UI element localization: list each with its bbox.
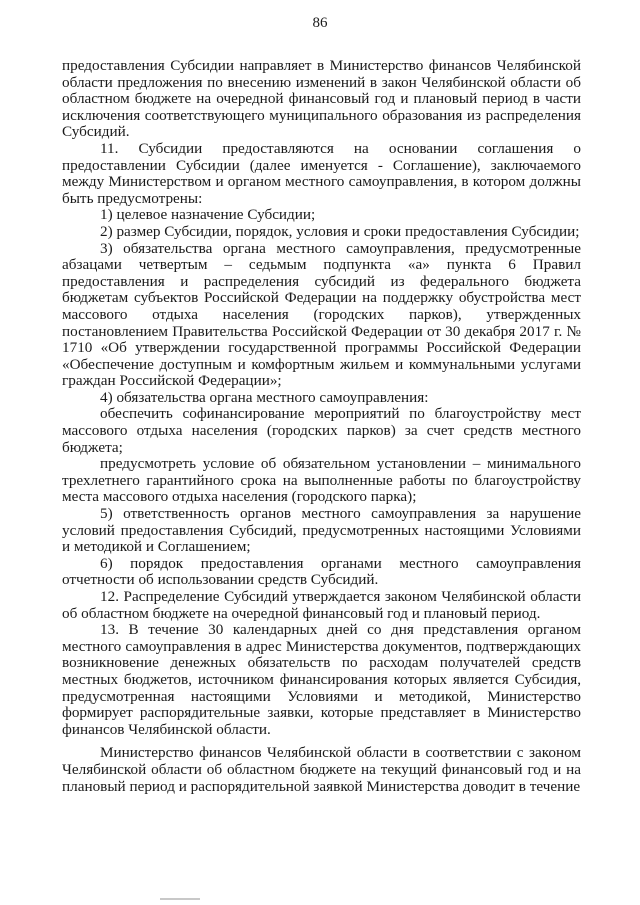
scan-edge-mark [160,898,200,900]
paragraph-subitem-2: 2) размер Субсидии, порядок, условия и сроки предоставления Субсидии; [100,222,580,240]
paragraph-item-11: 11. Субсидии предоставляются на основании соглашения о предоставлении Субсидии (далее именуется - Соглашение), заключаемого между Министерством и органом местного самоуправления, в котором должны быть предусмотрены: [62,139,581,207]
document-body [62,58,581,795]
paragraph-warranty: предусмотреть условие об обязательном установлении – минимального трехлетнего гарантийного срока на выполненные работы по благоустройству места массового отдыха населения (городского парка); [62,455,581,506]
paragraph-item-12: 12. Распределение Субсидий утверждается законом Челябинской области об областном бюджете на очередной финансовый год и плановый период. [62,588,581,622]
paragraph-subitem-6: 6) порядок предоставления органами местного самоуправления отчетности об использовании средств Субсидий. [62,554,581,589]
paragraph-continuation: предоставления Субсидии направляет в Министерство финансов Челябинской области предложения по внесению изменений в закон Челябинской области об областном бюджете на очередной финансовый год и плановый период в части исключения соответствующего муниципального образования из распределения Субсидий. [62,57,581,141]
paragraph-subitem-1: 1) целевое назначение Субсидии; [100,206,316,224]
paragraph-cofinancing: обеспечить софинансирование мероприятий по благоустройству мест массового отдыха населения (городских парков) за счет средств местного бюджета; [62,405,581,456]
paragraph-subitem-4: 4) обязательства органа местного самоуправления: [100,388,429,406]
page-number: 86 [312,15,328,31]
paragraph-subitem-3: 3) обязательства органа местного самоуправления, предусмотренные абзацами четвертым – седьмым подпункта «а» пункта 6 Правил предоставления и распределения субсидий из федерального бюджета бюджетам субъектов Российской Федерации на поддержку обустройства мест массового отдыха населения (городских парков), утвержденных постановлением Правительства Российской Федерации от 30 декабря 2017 г. № 1710 «Об утверждении государственной программы Российской Федерации «Обеспечение доступным и комфортным жильем и коммунальными услугами граждан Российской Федерации»; [62,239,581,390]
paragraph-finance-ministry: Министерство финансов Челябинской области в соответствии с законом Челябинской области об областном бюджете на текущий финансовый год и на плановый период и распорядительной заявкой Министерства доводит в течение [62,744,581,795]
paragraph-item-13: 13. В течение 30 календарных дней со дня представления органом местного самоуправления в адрес Министерства документов, подтверждающих возникновение денежных обязательств по расходам получателей средств местных бюджетов, источником финансирования которых является Субсидия, предусмотренная настоящими Условиями и методикой, Министерство формирует распорядительные заявки, которые представляет в Министерство финансов Челябинской области. [62,621,581,738]
paragraph-subitem-5: 5) ответственность органов местного самоуправления за нарушение условий предоставления Субсидий, предусмотренных настоящими Условиями и методикой и Соглашением; [62,505,581,556]
